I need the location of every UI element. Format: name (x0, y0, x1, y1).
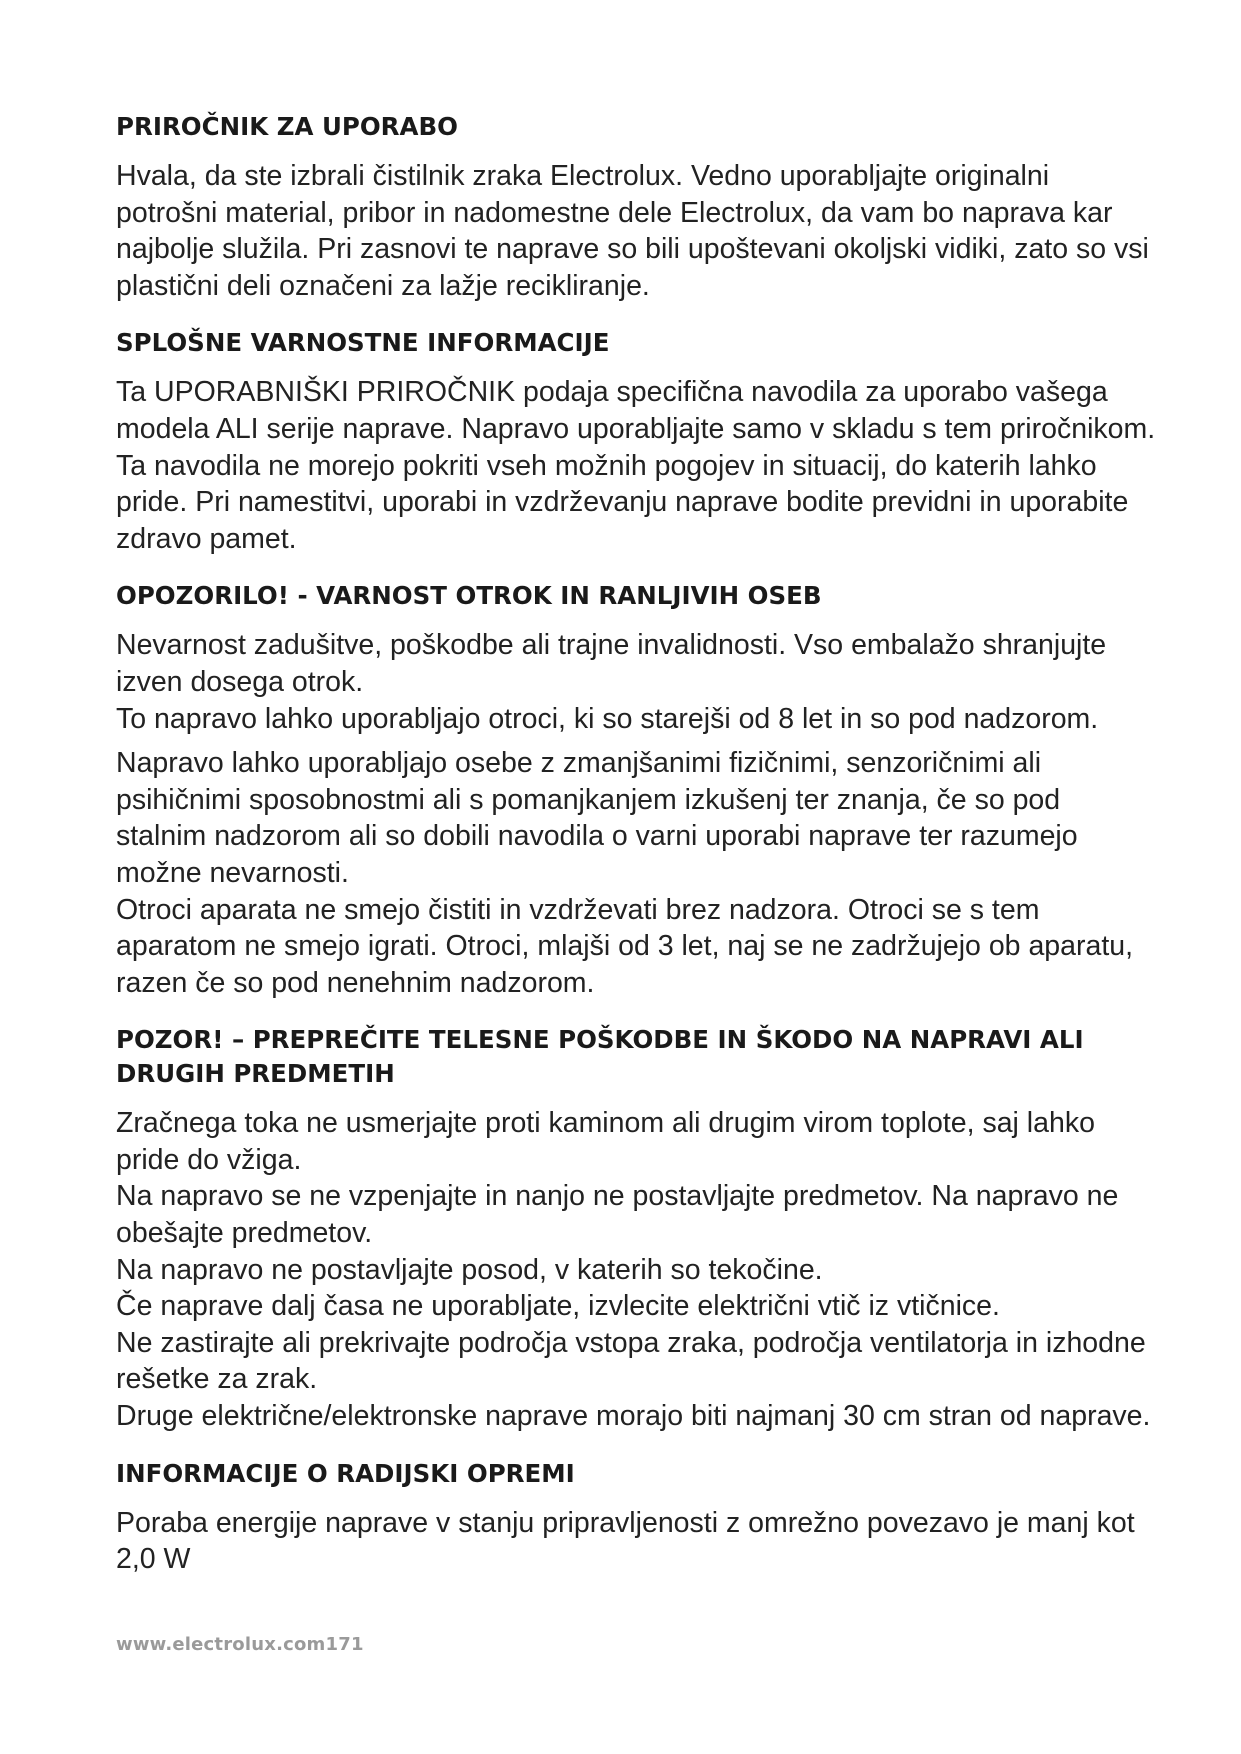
section-paragraph: Zračnega toka ne usmerjajte proti kaminom ali drugim virom toplote, saj lahko pride do vžiga. (116, 1107, 1095, 1176)
section-heading: INFORMACIJE O RADIJSKI OPREMI (116, 1458, 575, 1488)
manual-page (116, 110, 1156, 1600)
section-paragraph: Če naprave dalj časa ne uporabljate, izvlecite električni vtič iz vtičnice. (116, 1290, 1000, 1323)
section-paragraph: Ta UPORABNIŠKI PRIROČNIK podaja specifična navodila za uporabo vašega modela ALI serije naprave. Napravo uporabljajte samo v skladu s tem priročnikom. Ta navodila ne morejo pokriti vseh možnih pogojev in situacij, do katerih lahko pride. Pri namestitvi, uporabi in vzdrževanju naprave bodite previdni in uporabite zdravo pamet. (116, 376, 1156, 555)
section-radio-equipment (116, 1457, 1156, 1578)
section-paragraph: To napravo lahko uporabljajo otroci, ki so starejši od 8 let in so pod nadzorom. (116, 702, 1099, 735)
page-footer: www.electrolux.com171 (116, 1634, 364, 1655)
section-heading: SPLOŠNE VARNOSTNE INFORMACIJE (116, 328, 610, 358)
section-heading: POZOR! – PREPREČITE TELESNE POŠKODBE IN ŠKODO NA NAPRAVI ALI DRUGIH PREDMETIH (116, 1025, 1084, 1089)
section-paragraph: Otroci aparata ne smejo čistiti in vzdrževati brez nadzora. Otroci se s tem aparatom ne smejo igrati. Otroci, mlajši od 3 let, naj se ne zadržujejo ob aparatu, razen če so pod nenehnim nadzorom. (116, 893, 1134, 999)
section-paragraph: Nevarnost zadušitve, poškodbe ali trajne invalidnosti. Vso embalažo shranjujte izven dosega otrok. (116, 629, 1107, 698)
section-user-manual (116, 110, 1156, 304)
section-paragraph: Napravo lahko uporabljajo osebe z zmanjšanimi fizičnimi, senzoričnimi ali psihičnimi sposobnostmi ali s pomanjkanjem izkušenj ter znanja, če so pod stalnim nadzorom ali so dobili navodila o varni uporabi naprave ter razumejo možne nevarnosti. (116, 747, 1078, 889)
section-paragraph: Na napravo ne postavljajte posod, v katerih so tekočine. (116, 1253, 823, 1286)
section-paragraph: Na napravo se ne vzpenjajte in nanjo ne postavljajte predmetov. Na napravo ne obešajte predmetov. (116, 1180, 1119, 1250)
section-paragraph: Hvala, da ste izbrali čistilnik zraka Electrolux. Vedno uporabljajte originalni potrošni material, pribor in nadomestne dele Electrolux, da vam bo naprava kar najbolje služila. Pri zasnovi te naprave so bili upoštevani okoljski vidiki, zato so vsi plastični deli označeni za lažje recikliranje. (116, 160, 1149, 302)
section-paragraph: Druge električne/elektronske naprave morajo biti najmanj 30 cm stran od naprave. (116, 1400, 1151, 1433)
section-child-safety-warning (116, 579, 1156, 1001)
section-caution-injury (116, 1023, 1156, 1434)
section-heading: PRIROČNIK ZA UPORABO (116, 112, 459, 141)
section-general-safety (116, 326, 1156, 557)
section-heading: OPOZORILO! - VARNOST OTROK IN RANLJIVIH OSEB (116, 581, 822, 611)
section-paragraph: Ne zastirajte ali prekrivajte področja vstopa zraka, področja ventilatorja in izhodne rešetke za zrak. (116, 1326, 1146, 1396)
section-paragraph: Poraba energije naprave v stanju pripravljenosti z omrežno povezavo je manj kot 2,0 W (116, 1506, 1135, 1576)
